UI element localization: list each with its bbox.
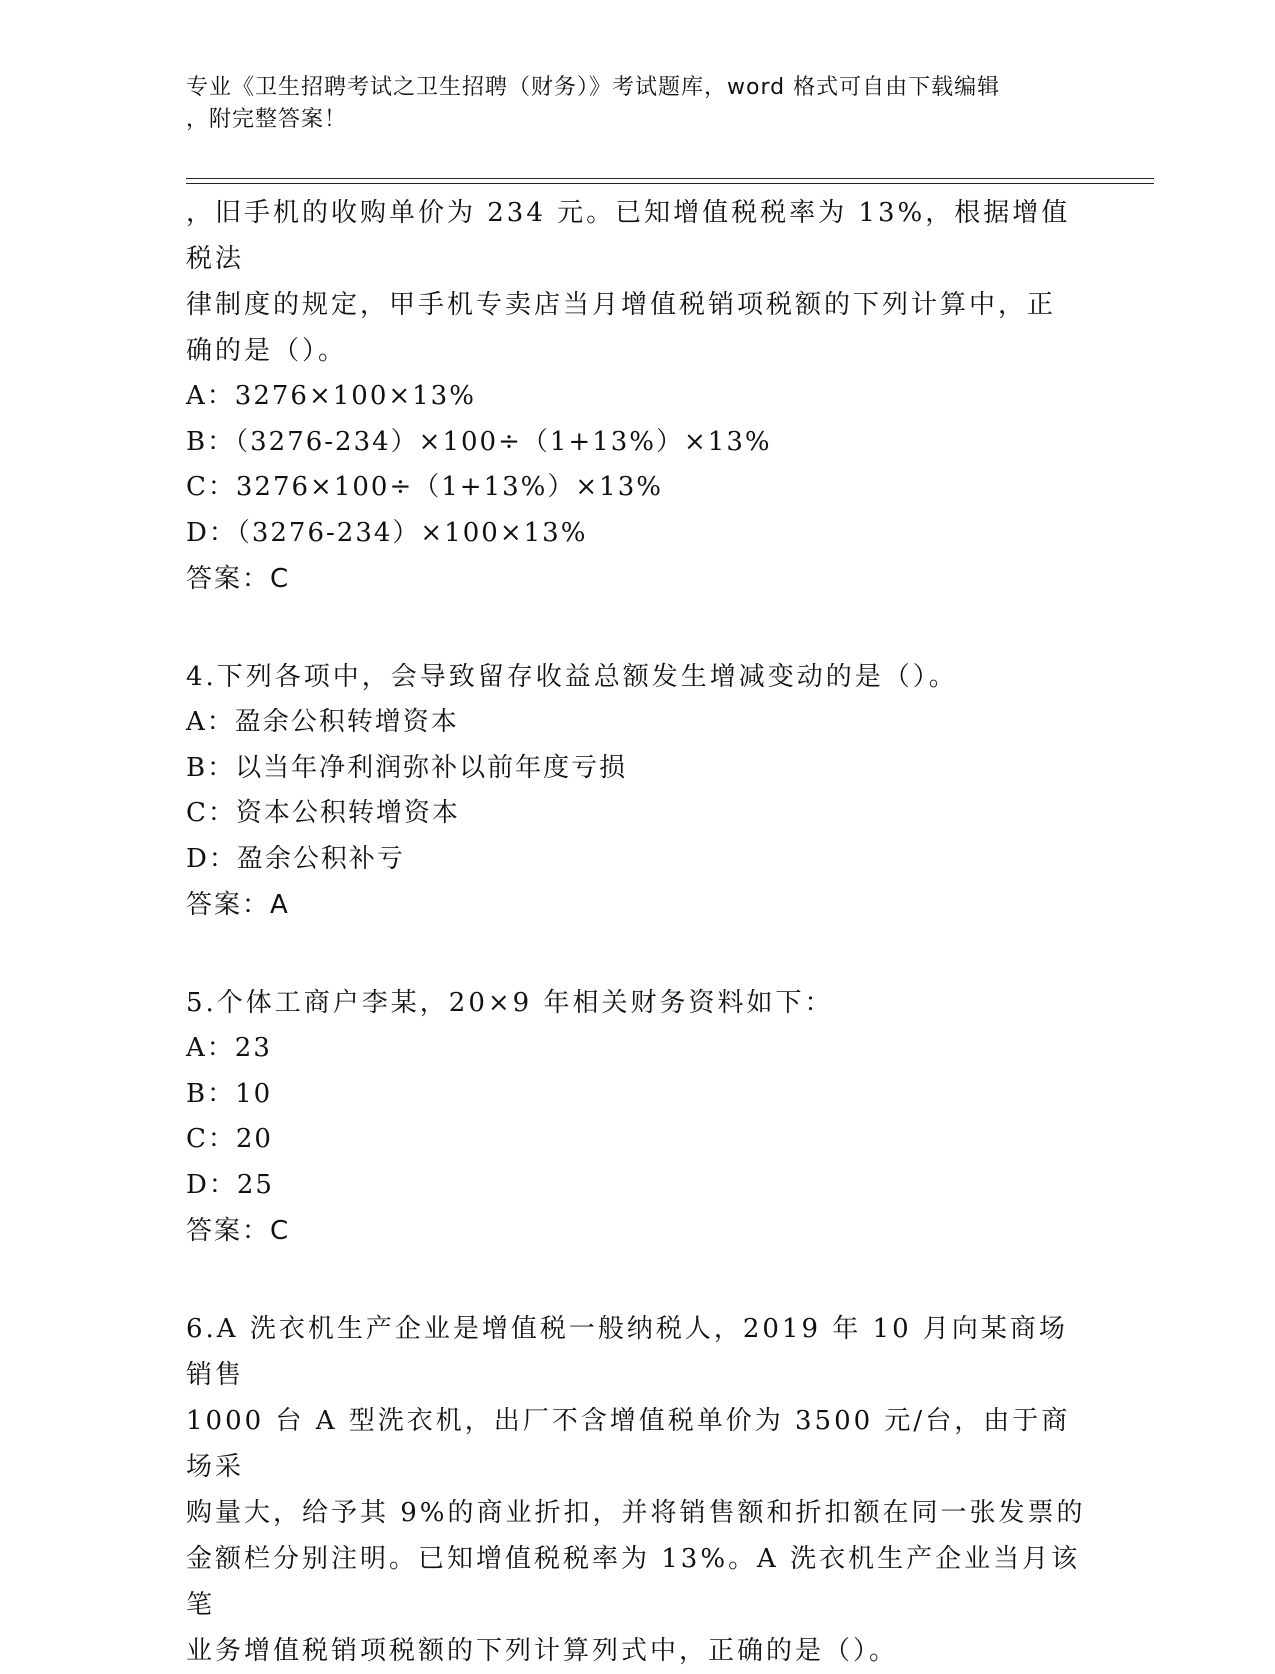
question-text-line: 购量大，给予其 9%的商业折扣，并将销售额和折扣额在同一张发票的	[186, 1498, 1086, 1528]
question-text-line: 金额栏分别注明。已知增值税税率为 13%。A 洗衣机生产企业当月该笔	[186, 1544, 1081, 1620]
option-b: B：（3276-234）×100÷（1+13%）×13%	[186, 426, 772, 457]
question-text-line: 1000 台 A 型洗衣机，出厂不含增值税单价为 3500 元/台，由于商场采	[186, 1406, 1071, 1482]
option-d: D：（3276-234）×100×13%	[186, 517, 588, 548]
question-text-line: 业务增值税销项税额的下列计算列式中，正确的是（）。	[186, 1636, 899, 1666]
question-text-line: 确的是（）。	[186, 336, 348, 366]
option-b: B：10	[186, 1078, 273, 1109]
option-c: C：20	[186, 1124, 273, 1154]
page-header	[186, 72, 1086, 136]
option-a: A：23	[186, 1033, 272, 1063]
question-text-line: ，旧手机的收购单价为 234 元。已知增值税税率为 13%，根据增值税法	[186, 198, 1071, 274]
option-c: C：3276×100÷（1+13%）×13%	[186, 472, 663, 502]
question-4	[186, 654, 1086, 928]
option-b: B：以当年净利润弥补以前年度亏损	[186, 752, 628, 783]
answer: 答案：C	[186, 564, 291, 594]
option-d: D：盈余公积补亏	[186, 843, 405, 874]
answer: 答案：C	[186, 1216, 291, 1246]
header-divider	[186, 178, 1154, 184]
option-c: C：资本公积转增资本	[186, 798, 460, 828]
question-text: 5.个体工商户李某，20×9 年相关财务资料如下：	[186, 988, 834, 1018]
option-a: A：盈余公积转增资本	[186, 707, 459, 737]
question-text: 4.下列各项中，会导致留存收益总额发生增减变动的是（）。	[186, 662, 958, 692]
question-text-line: 6.A 洗衣机生产企业是增值税一般纳税人，2019 年 10 月向某商场销售	[186, 1314, 1068, 1390]
option-a: A：3276×100×13%	[186, 381, 476, 411]
question-3	[186, 190, 1086, 602]
answer: 答案：A	[186, 890, 290, 920]
question-5	[186, 980, 1086, 1254]
header-line-2: ，附完整答案！	[186, 107, 348, 132]
question-text-line: 律制度的规定，甲手机专卖店当月增值税销项税额的下列计算中，正	[186, 290, 1057, 320]
document-body	[186, 190, 1086, 1674]
question-6	[186, 1306, 1086, 1674]
option-d: D：25	[186, 1169, 274, 1200]
header-line-1: 专业《卫生招聘考试之卫生招聘（财务）》考试题库，word 格式可自由下载编辑	[186, 75, 1001, 100]
